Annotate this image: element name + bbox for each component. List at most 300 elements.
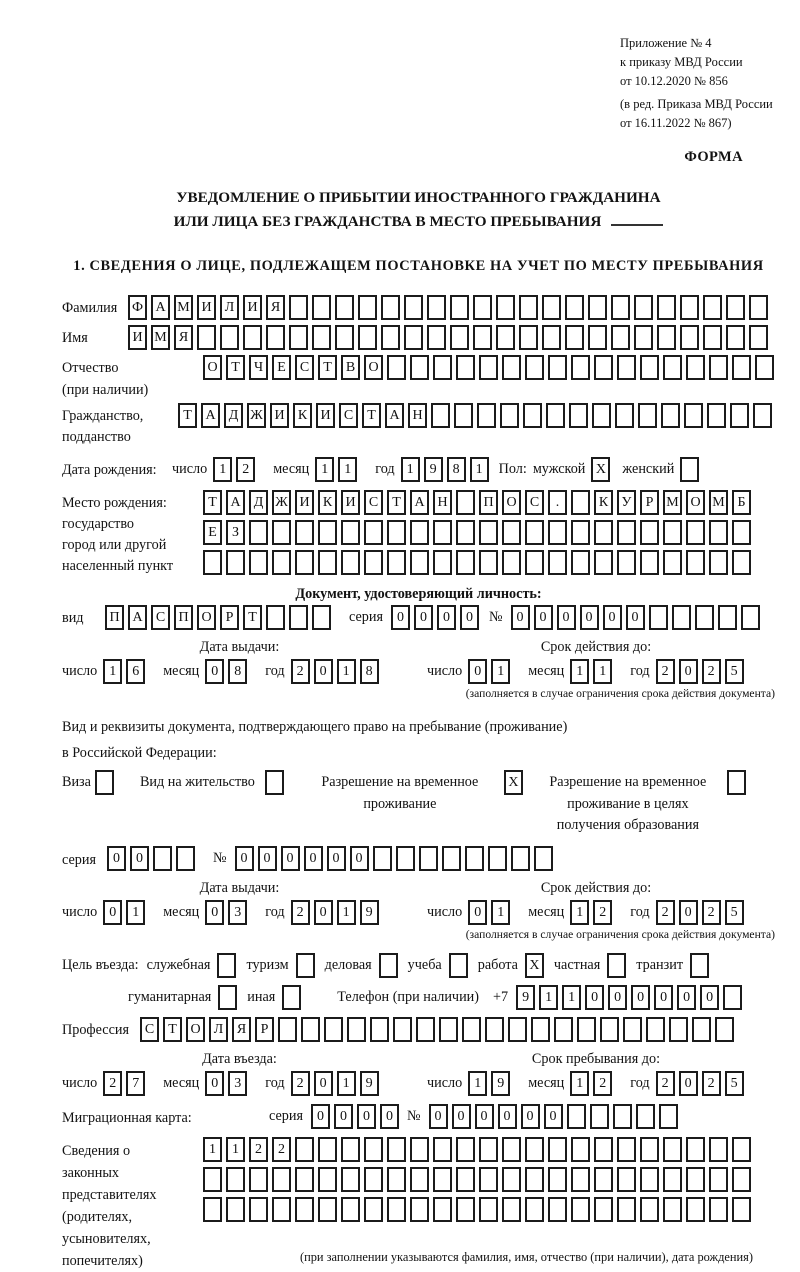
char-box[interactable] <box>312 295 331 320</box>
char-box[interactable] <box>364 1137 383 1162</box>
char-box[interactable] <box>396 846 415 871</box>
char-box[interactable] <box>295 520 314 545</box>
char-box[interactable] <box>709 1137 728 1162</box>
char-box[interactable]: 0 <box>679 659 698 684</box>
char-box[interactable]: 3 <box>228 900 247 925</box>
char-box[interactable]: М <box>174 295 193 320</box>
char-box[interactable]: А <box>151 295 170 320</box>
char-box[interactable] <box>462 1017 481 1042</box>
char-box[interactable] <box>732 1197 751 1222</box>
purpose-humanitarian-checkbox[interactable] <box>218 985 237 1010</box>
char-box[interactable]: Я <box>174 325 193 350</box>
char-box[interactable] <box>592 403 611 428</box>
residence-permit-checkbox[interactable] <box>265 770 284 795</box>
purpose-official[interactable]: служебная <box>147 953 237 978</box>
stay-year-boxes[interactable] <box>656 1071 748 1096</box>
char-box[interactable] <box>542 295 561 320</box>
char-box[interactable] <box>243 325 262 350</box>
char-box[interactable] <box>502 520 521 545</box>
char-box[interactable]: 0 <box>585 985 604 1010</box>
char-box[interactable]: 1 <box>103 659 122 684</box>
purpose-work-checkbox[interactable]: X <box>525 953 544 978</box>
char-box[interactable]: М <box>663 490 682 515</box>
char-box[interactable] <box>335 295 354 320</box>
char-box[interactable]: 1 <box>337 900 356 925</box>
char-box[interactable]: Т <box>163 1017 182 1042</box>
char-box[interactable]: 0 <box>281 846 300 871</box>
char-box[interactable]: Ч <box>249 355 268 380</box>
char-box[interactable] <box>370 1017 389 1042</box>
doc-valid-day-boxes[interactable] <box>468 659 514 684</box>
char-box[interactable]: 0 <box>205 900 224 925</box>
char-box[interactable]: А <box>128 605 147 630</box>
char-box[interactable]: Я <box>266 295 285 320</box>
char-box[interactable]: 8 <box>447 457 466 482</box>
char-box[interactable]: 0 <box>327 846 346 871</box>
char-box[interactable] <box>419 846 438 871</box>
char-box[interactable] <box>686 550 705 575</box>
char-box[interactable] <box>663 550 682 575</box>
char-box[interactable]: Т <box>318 355 337 380</box>
purpose-private-checkbox[interactable] <box>607 953 626 978</box>
char-box[interactable] <box>249 520 268 545</box>
char-box[interactable] <box>272 520 291 545</box>
purpose-tourism[interactable]: туризм <box>246 953 314 978</box>
char-box[interactable] <box>373 846 392 871</box>
char-box[interactable]: Ж <box>272 490 291 515</box>
purpose-work[interactable]: работа X <box>478 953 544 978</box>
char-box[interactable] <box>318 1167 337 1192</box>
char-box[interactable]: 2 <box>656 900 675 925</box>
char-box[interactable] <box>617 355 636 380</box>
char-box[interactable]: 0 <box>603 605 622 630</box>
char-box[interactable]: 9 <box>360 900 379 925</box>
char-box[interactable] <box>387 355 406 380</box>
char-box[interactable] <box>680 295 699 320</box>
char-box[interactable] <box>289 325 308 350</box>
char-box[interactable]: 0 <box>414 605 433 630</box>
char-box[interactable]: О <box>502 490 521 515</box>
char-box[interactable] <box>295 1197 314 1222</box>
char-box[interactable]: К <box>293 403 312 428</box>
char-box[interactable] <box>715 1017 734 1042</box>
firstname-boxes[interactable] <box>128 325 772 350</box>
char-box[interactable] <box>387 520 406 545</box>
char-box[interactable]: К <box>594 490 613 515</box>
char-box[interactable] <box>571 1137 590 1162</box>
char-box[interactable] <box>454 403 473 428</box>
char-box[interactable]: 2 <box>702 659 721 684</box>
char-box[interactable] <box>672 605 691 630</box>
char-box[interactable] <box>249 1167 268 1192</box>
char-box[interactable] <box>571 1197 590 1222</box>
char-box[interactable]: Т <box>362 403 381 428</box>
char-box[interactable] <box>404 325 423 350</box>
char-box[interactable] <box>456 1167 475 1192</box>
char-box[interactable] <box>364 1167 383 1192</box>
char-box[interactable] <box>433 520 452 545</box>
char-box[interactable] <box>485 1017 504 1042</box>
char-box[interactable]: . <box>548 490 567 515</box>
char-box[interactable]: Ж <box>247 403 266 428</box>
char-box[interactable] <box>479 1137 498 1162</box>
char-box[interactable]: 1 <box>203 1137 222 1162</box>
char-box[interactable] <box>479 1167 498 1192</box>
char-box[interactable] <box>508 1017 527 1042</box>
purpose-tourism-checkbox[interactable] <box>296 953 315 978</box>
doc-issue-day-boxes[interactable] <box>103 659 149 684</box>
char-box[interactable] <box>686 1167 705 1192</box>
char-box[interactable] <box>692 1017 711 1042</box>
char-box[interactable] <box>615 403 634 428</box>
char-box[interactable] <box>511 846 530 871</box>
representatives-boxes-row2[interactable] <box>203 1167 755 1192</box>
phone-boxes[interactable] <box>516 985 746 1010</box>
char-box[interactable] <box>749 295 768 320</box>
char-box[interactable] <box>723 985 742 1010</box>
char-box[interactable]: 0 <box>205 1071 224 1096</box>
char-box[interactable]: 0 <box>700 985 719 1010</box>
char-box[interactable] <box>594 1137 613 1162</box>
char-box[interactable]: Я <box>232 1017 251 1042</box>
char-box[interactable] <box>525 1167 544 1192</box>
char-box[interactable] <box>266 605 285 630</box>
char-box[interactable]: 1 <box>226 1137 245 1162</box>
char-box[interactable] <box>669 1017 688 1042</box>
char-box[interactable]: И <box>295 490 314 515</box>
birthplace-boxes-row2[interactable] <box>203 520 755 545</box>
purpose-other-checkbox[interactable] <box>282 985 301 1010</box>
char-box[interactable] <box>565 325 584 350</box>
char-box[interactable] <box>709 550 728 575</box>
char-box[interactable] <box>640 550 659 575</box>
purpose-transit-checkbox[interactable] <box>690 953 709 978</box>
char-box[interactable] <box>456 490 475 515</box>
char-box[interactable] <box>663 1197 682 1222</box>
char-box[interactable] <box>523 403 542 428</box>
visa-checkbox[interactable] <box>95 770 114 795</box>
char-box[interactable] <box>661 403 680 428</box>
char-box[interactable]: 2 <box>656 659 675 684</box>
purpose-transit[interactable]: транзит <box>636 953 709 978</box>
char-box[interactable] <box>594 1197 613 1222</box>
char-box[interactable] <box>732 355 751 380</box>
char-box[interactable] <box>554 1017 573 1042</box>
char-box[interactable]: 1 <box>338 457 357 482</box>
char-box[interactable] <box>613 1104 632 1129</box>
char-box[interactable]: 8 <box>360 659 379 684</box>
char-box[interactable] <box>456 1137 475 1162</box>
char-box[interactable] <box>707 403 726 428</box>
doc-valid-year-boxes[interactable] <box>656 659 748 684</box>
char-box[interactable]: Т <box>387 490 406 515</box>
char-box[interactable] <box>318 520 337 545</box>
char-box[interactable] <box>663 520 682 545</box>
char-box[interactable] <box>703 295 722 320</box>
char-box[interactable] <box>456 355 475 380</box>
char-box[interactable] <box>433 1137 452 1162</box>
char-box[interactable]: 5 <box>725 900 744 925</box>
char-box[interactable]: 0 <box>334 1104 353 1129</box>
char-box[interactable] <box>571 1167 590 1192</box>
char-box[interactable]: О <box>197 605 216 630</box>
char-box[interactable] <box>278 1017 297 1042</box>
char-box[interactable] <box>749 325 768 350</box>
char-box[interactable]: Т <box>243 605 262 630</box>
char-box[interactable]: 1 <box>491 900 510 925</box>
char-box[interactable] <box>640 520 659 545</box>
char-box[interactable] <box>341 1137 360 1162</box>
char-box[interactable]: 1 <box>401 457 420 482</box>
stay-day-boxes[interactable] <box>468 1071 514 1096</box>
char-box[interactable] <box>358 295 377 320</box>
char-box[interactable] <box>519 295 538 320</box>
char-box[interactable]: Д <box>249 490 268 515</box>
char-box[interactable] <box>548 355 567 380</box>
char-box[interactable] <box>519 325 538 350</box>
char-box[interactable]: 1 <box>570 659 589 684</box>
char-box[interactable]: С <box>525 490 544 515</box>
char-box[interactable]: 0 <box>380 1104 399 1129</box>
char-box[interactable] <box>531 1017 550 1042</box>
char-box[interactable]: 2 <box>249 1137 268 1162</box>
char-box[interactable] <box>249 550 268 575</box>
char-box[interactable] <box>341 550 360 575</box>
char-box[interactable]: И <box>197 295 216 320</box>
char-box[interactable] <box>249 1197 268 1222</box>
sex-female-checkbox[interactable] <box>680 457 699 482</box>
surname-boxes[interactable] <box>128 295 772 320</box>
char-box[interactable]: Б <box>732 490 751 515</box>
char-box[interactable]: О <box>686 490 705 515</box>
char-box[interactable] <box>433 1167 452 1192</box>
char-box[interactable] <box>684 403 703 428</box>
char-box[interactable]: А <box>385 403 404 428</box>
char-box[interactable] <box>686 1137 705 1162</box>
char-box[interactable]: 0 <box>511 605 530 630</box>
char-box[interactable] <box>571 355 590 380</box>
char-box[interactable] <box>663 1167 682 1192</box>
char-box[interactable] <box>410 1197 429 1222</box>
char-box[interactable] <box>703 325 722 350</box>
char-box[interactable]: И <box>341 490 360 515</box>
char-box[interactable]: З <box>226 520 245 545</box>
birthdate-day-boxes[interactable] <box>213 457 259 482</box>
char-box[interactable] <box>686 355 705 380</box>
char-box[interactable] <box>439 1017 458 1042</box>
char-box[interactable] <box>456 550 475 575</box>
char-box[interactable] <box>680 325 699 350</box>
char-box[interactable]: 0 <box>468 900 487 925</box>
char-box[interactable]: 1 <box>539 985 558 1010</box>
char-box[interactable]: Т <box>178 403 197 428</box>
char-box[interactable]: 0 <box>314 659 333 684</box>
char-box[interactable] <box>479 1197 498 1222</box>
char-box[interactable]: 8 <box>228 659 247 684</box>
char-box[interactable]: 1 <box>562 985 581 1010</box>
char-box[interactable]: Ф <box>128 295 147 320</box>
char-box[interactable] <box>176 846 195 871</box>
char-box[interactable] <box>289 605 308 630</box>
char-box[interactable] <box>638 403 657 428</box>
char-box[interactable] <box>663 355 682 380</box>
char-box[interactable]: 2 <box>593 1071 612 1096</box>
char-box[interactable] <box>226 1167 245 1192</box>
char-box[interactable]: 0 <box>452 1104 471 1129</box>
char-box[interactable]: 5 <box>725 1071 744 1096</box>
char-box[interactable]: С <box>364 490 383 515</box>
char-box[interactable] <box>479 550 498 575</box>
char-box[interactable] <box>496 325 515 350</box>
char-box[interactable] <box>347 1017 366 1042</box>
char-box[interactable]: 7 <box>126 1071 145 1096</box>
char-box[interactable] <box>594 1167 613 1192</box>
char-box[interactable] <box>387 1137 406 1162</box>
char-box[interactable] <box>502 1137 521 1162</box>
char-box[interactable] <box>571 490 590 515</box>
char-box[interactable]: Л <box>209 1017 228 1042</box>
char-box[interactable]: 0 <box>391 605 410 630</box>
char-box[interactable]: 0 <box>498 1104 517 1129</box>
char-box[interactable] <box>753 403 772 428</box>
char-box[interactable]: 0 <box>429 1104 448 1129</box>
char-box[interactable] <box>410 1137 429 1162</box>
char-box[interactable] <box>312 605 331 630</box>
char-box[interactable] <box>477 403 496 428</box>
char-box[interactable] <box>640 355 659 380</box>
char-box[interactable] <box>456 520 475 545</box>
residence-issue-month-boxes[interactable] <box>205 900 251 925</box>
temp-residence-option[interactable] <box>306 770 523 815</box>
char-box[interactable] <box>433 355 452 380</box>
char-box[interactable]: 9 <box>491 1071 510 1096</box>
char-box[interactable]: И <box>243 295 262 320</box>
char-box[interactable]: Е <box>272 355 291 380</box>
char-box[interactable] <box>289 295 308 320</box>
char-box[interactable] <box>203 1197 222 1222</box>
char-box[interactable] <box>450 325 469 350</box>
char-box[interactable] <box>272 1167 291 1192</box>
char-box[interactable] <box>381 325 400 350</box>
char-box[interactable]: 5 <box>725 659 744 684</box>
citizenship-boxes[interactable] <box>178 403 776 428</box>
char-box[interactable] <box>577 1017 596 1042</box>
char-box[interactable] <box>203 1167 222 1192</box>
char-box[interactable]: И <box>270 403 289 428</box>
char-box[interactable] <box>600 1017 619 1042</box>
char-box[interactable] <box>410 355 429 380</box>
char-box[interactable] <box>659 1104 678 1129</box>
char-box[interactable] <box>226 550 245 575</box>
char-box[interactable] <box>502 1197 521 1222</box>
char-box[interactable]: С <box>151 605 170 630</box>
entry-month-boxes[interactable] <box>205 1071 251 1096</box>
char-box[interactable]: Е <box>203 520 222 545</box>
char-box[interactable] <box>565 295 584 320</box>
residence-valid-year-boxes[interactable] <box>656 900 748 925</box>
char-box[interactable] <box>640 1167 659 1192</box>
char-box[interactable] <box>640 1197 659 1222</box>
char-box[interactable] <box>312 325 331 350</box>
char-box[interactable] <box>718 605 737 630</box>
char-box[interactable]: 0 <box>557 605 576 630</box>
char-box[interactable] <box>272 550 291 575</box>
representatives-boxes-row3[interactable] <box>203 1197 755 1222</box>
temp-residence-education-checkbox[interactable] <box>727 770 746 795</box>
char-box[interactable]: 0 <box>311 1104 330 1129</box>
char-box[interactable] <box>272 1197 291 1222</box>
char-box[interactable] <box>473 325 492 350</box>
char-box[interactable] <box>364 1197 383 1222</box>
char-box[interactable] <box>502 550 521 575</box>
char-box[interactable] <box>741 605 760 630</box>
char-box[interactable] <box>410 1167 429 1192</box>
char-box[interactable]: 0 <box>314 900 333 925</box>
char-box[interactable] <box>640 1137 659 1162</box>
char-box[interactable] <box>479 520 498 545</box>
char-box[interactable]: Т <box>203 490 222 515</box>
char-box[interactable]: С <box>295 355 314 380</box>
char-box[interactable] <box>663 1137 682 1162</box>
char-box[interactable] <box>203 550 222 575</box>
char-box[interactable] <box>465 846 484 871</box>
purpose-study[interactable]: учеба <box>408 953 468 978</box>
char-box[interactable] <box>433 550 452 575</box>
char-box[interactable]: 0 <box>258 846 277 871</box>
char-box[interactable] <box>387 1197 406 1222</box>
char-box[interactable]: 0 <box>130 846 149 871</box>
char-box[interactable] <box>295 1137 314 1162</box>
char-box[interactable] <box>534 846 553 871</box>
char-box[interactable]: 0 <box>304 846 323 871</box>
representatives-boxes-row1[interactable] <box>203 1137 755 1162</box>
char-box[interactable]: Н <box>433 490 452 515</box>
char-box[interactable] <box>657 325 676 350</box>
char-box[interactable] <box>732 520 751 545</box>
char-box[interactable]: 9 <box>516 985 535 1010</box>
char-box[interactable] <box>617 1197 636 1222</box>
char-box[interactable]: К <box>318 490 337 515</box>
char-box[interactable] <box>657 295 676 320</box>
char-box[interactable] <box>709 520 728 545</box>
char-box[interactable] <box>611 325 630 350</box>
char-box[interactable] <box>496 295 515 320</box>
char-box[interactable] <box>502 1167 521 1192</box>
char-box[interactable] <box>393 1017 412 1042</box>
birthplace-boxes-row3[interactable] <box>203 550 755 575</box>
residence-valid-day-boxes[interactable] <box>468 900 514 925</box>
char-box[interactable]: 6 <box>126 659 145 684</box>
char-box[interactable] <box>525 550 544 575</box>
char-box[interactable] <box>488 846 507 871</box>
char-box[interactable]: 0 <box>631 985 650 1010</box>
char-box[interactable] <box>525 520 544 545</box>
char-box[interactable]: 2 <box>291 659 310 684</box>
char-box[interactable] <box>594 355 613 380</box>
char-box[interactable]: 0 <box>654 985 673 1010</box>
char-box[interactable] <box>502 355 521 380</box>
char-box[interactable] <box>416 1017 435 1042</box>
char-box[interactable]: 0 <box>314 1071 333 1096</box>
doc-valid-month-boxes[interactable] <box>570 659 616 684</box>
char-box[interactable]: 2 <box>103 1071 122 1096</box>
char-box[interactable] <box>220 325 239 350</box>
char-box[interactable]: О <box>203 355 222 380</box>
char-box[interactable]: 0 <box>235 846 254 871</box>
char-box[interactable] <box>433 1197 452 1222</box>
char-box[interactable]: 0 <box>103 900 122 925</box>
visa-option[interactable] <box>62 770 114 795</box>
